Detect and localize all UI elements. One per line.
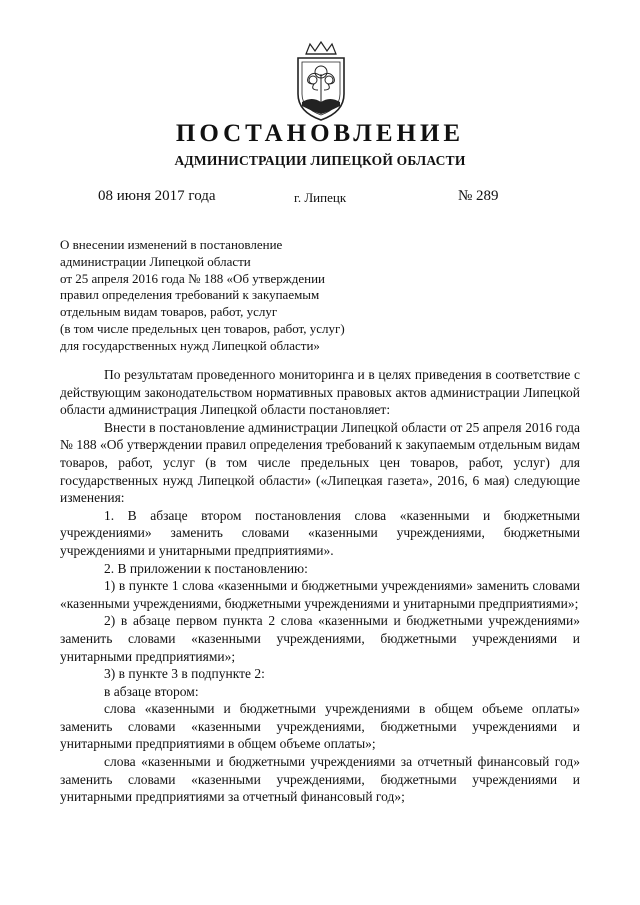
body-paragraph: 2) в абзаце первом пункта 2 слова «казенными и бюджетными учреждениями» заменить словами «казенными учреждениями, бюджетными учреждениями и унитарными предприятиями»;: [60, 613, 580, 664]
body-paragraph: Внести в постановление администрации Липецкой области от 25 апреля 2016 года № 188 «Об утверждении правил определения требований к закупаемым отдельным видам товаров, работ, услуг (в том числе предельных цен товаров, работ, услуг) для государственных нужд Липецкой области» («Липецкая газета», 2016, 6 мая) следующие изменения:: [60, 419, 580, 506]
document-date: 08 июня 2017 года: [98, 188, 216, 204]
body-paragraph: 3) в пункте 3 в подпункте 2:: [104, 666, 265, 682]
subject-line: от 25 апреля 2016 года № 188 «Об утверждении: [60, 270, 325, 286]
document-subtitle: АДМИНИСТРАЦИИ ЛИПЕЦКОЙ ОБЛАСТИ: [174, 153, 466, 168]
subject-line: для государственных нужд Липецкой области»: [60, 337, 320, 353]
subject-line: администрации Липецкой области: [60, 253, 251, 269]
subject-block: [60, 237, 420, 355]
body-paragraph: слова «казенными и бюджетными учреждениями в общем объеме оплаты» заменить словами «казенными учреждениями, бюджетными учреждениями и унитарными предприятиями в общем объеме оплаты»;: [60, 701, 580, 752]
subject-line: правил определения требований к закупаемым: [60, 287, 320, 303]
document-city: г. Липецк: [294, 190, 347, 205]
body-paragraph: слова «казенными и бюджетными учреждениями за отчетный финансовый год» заменить словами «казенными учреждениями, бюджетными учреждениями и унитарными предприятиями за отчетный финансовый год»;: [60, 754, 580, 805]
body-paragraph: По результатам проведенного мониторинга и в целях приведения в соответствие с действующим законодательством нормативных правовых актов администрации Липецкой области администрация Липецкой области постановляет:: [60, 367, 580, 418]
document-title: ПОСТАНОВЛЕНИЕ: [175, 120, 465, 147]
subject-line: О внесении изменений в постановление: [60, 237, 283, 252]
document-body: [60, 366, 580, 806]
body-paragraph: в абзаце втором:: [104, 683, 199, 699]
subject-line: (в том числе предельных цен товаров, работ, услуг): [60, 320, 345, 336]
body-paragraph: 2. В приложении к постановлению:: [104, 560, 308, 576]
document-number: № 289: [458, 188, 499, 204]
subject-line: отдельным видам товаров, работ, услуг: [60, 304, 278, 320]
body-paragraph: 1. В абзаце втором постановления слова «казенными и бюджетными учреждениями» заменить словами «казенными учреждениями, бюджетными учреждениями и унитарными предприятиями».: [60, 507, 580, 558]
coat-of-arms-icon: [288, 40, 354, 122]
body-paragraph: 1) в пункте 1 слова «казенными и бюджетными учреждениями» заменить словами «казенными учреждениями, бюджетными учреждениями и унитарными предприятиями»;: [60, 578, 580, 611]
